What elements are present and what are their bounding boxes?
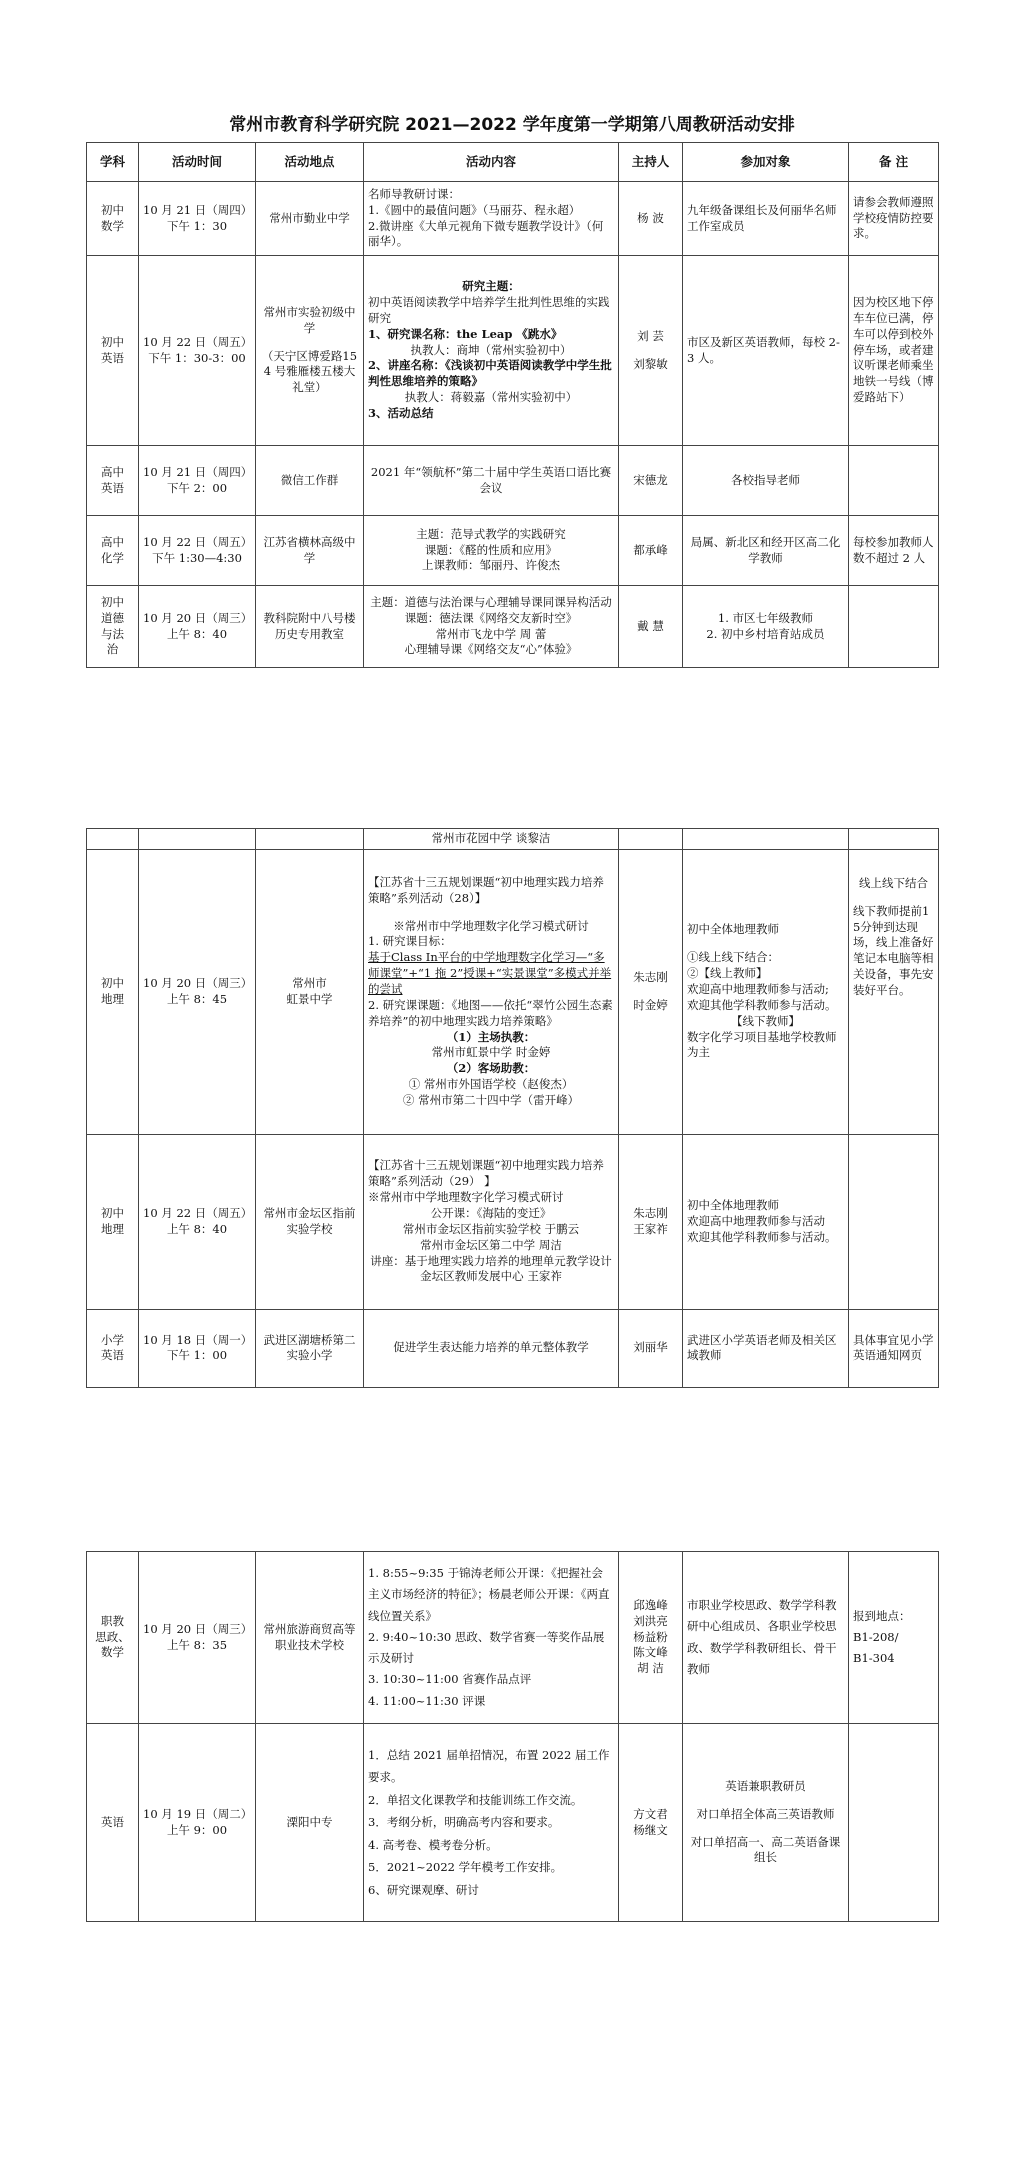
cell-subject: 职教 思政、 数学 bbox=[87, 1552, 139, 1724]
cell-time: 10 月 22 日（周五） 下午 1：30-3：00 bbox=[139, 256, 256, 446]
cell-subject: 初中 数学 bbox=[87, 182, 139, 256]
cell-subject: 英语 bbox=[87, 1724, 139, 1922]
cell-place: 教科院附中八号楼历史专用教室 bbox=[256, 586, 364, 668]
cell-place: 常州市金坛区指前实验学校 bbox=[256, 1134, 364, 1309]
table-row bbox=[87, 182, 939, 256]
cell-content: 常州市花园中学 谈黎洁 bbox=[364, 829, 619, 850]
cell-note bbox=[849, 1134, 939, 1309]
cell-content: 促进学生表达能力培养的单元整体教学 bbox=[364, 1309, 619, 1387]
cell-host: 刘 芸 刘黎敏 bbox=[619, 256, 683, 446]
table-row bbox=[87, 1309, 939, 1387]
header-note: 备 注 bbox=[849, 143, 939, 182]
cell-host: 邱逸峰 刘洪亮 杨益粉 陈文峰 胡 洁 bbox=[619, 1552, 683, 1724]
cell-place: 常州旅游商贸高等职业技术学校 bbox=[256, 1552, 364, 1724]
cell-host: 刘丽华 bbox=[619, 1309, 683, 1387]
cell-content: 1．总结 2021 届单招情况，布置 2022 届工作要求。 2．单招文化课教学和技能训练工作交流。 3．考纲分析，明确高考内容和要求。 4. 高考卷、模考卷分析。 5．2021~2022 学年模考工作安排。 6、研究课观摩、研讨 bbox=[364, 1724, 619, 1922]
header-content: 活动内容 bbox=[364, 143, 619, 182]
cell-time: 10 月 19 日（周二） 上午 9：00 bbox=[139, 1724, 256, 1922]
cell-participants: 初中全体地理教师 ①线上线下结合： ②【线上教师】 欢迎高中地理教师参与活动; 欢迎其他学科教师参与活动。 【线下教师】 数字化学习项目基地学校教师为主 bbox=[683, 849, 849, 1134]
cell-host: 戴 慧 bbox=[619, 586, 683, 668]
cell-content: 2021 年“领航杯”第二十届中学生英语口语比赛会议 bbox=[364, 446, 619, 516]
cell-content: 【江苏省十三五规划课题“初中地理实践力培养策略”系列活动（28）】 ※常州市中学地理数字化学习模式研讨 1. 研究课目标： 基于Class In平台的中学地理数字化学习—“多师课堂”+“1 拖 2”授课+“实景课堂”多模式并举的尝试 2. 研究课课题：《地图——依托“翠竹公园生态素养培养”的初中地理实践力培养策略》 （1）主场执教： 常州市虹景中学 时金婷 （2）客场助教： ① 常州市外国语学校（赵俊杰） ② 常州市第二十四中学（雷开峰） bbox=[364, 849, 619, 1134]
cell-time: 10 月 21 日（周四） 下午 2：00 bbox=[139, 446, 256, 516]
cell-time bbox=[139, 829, 256, 850]
table-row bbox=[87, 1552, 939, 1724]
table-row bbox=[87, 1724, 939, 1922]
cell-participants: 1. 市区七年级教师 2. 初中乡村培育站成员 bbox=[683, 586, 849, 668]
table-row bbox=[87, 829, 939, 850]
table-header-row bbox=[87, 143, 939, 182]
cell-subject: 初中 道德 与法 治 bbox=[87, 586, 139, 668]
table-row bbox=[87, 586, 939, 668]
cell-host bbox=[619, 829, 683, 850]
cell-place: 常州市勤业中学 bbox=[256, 182, 364, 256]
header-participants: 参加对象 bbox=[683, 143, 849, 182]
table-row bbox=[87, 256, 939, 446]
cell-note bbox=[849, 586, 939, 668]
cell-participants: 市职业学校思政、数学学科教研中心组成员、各职业学校思政、数学学科教研组长、骨干教师 bbox=[683, 1552, 849, 1724]
cell-host: 朱志刚 时金婷 bbox=[619, 849, 683, 1134]
cell-participants: 初中全体地理教师 欢迎高中地理教师参与活动 欢迎其他学科教师参与活动。 bbox=[683, 1134, 849, 1309]
table-row bbox=[87, 849, 939, 1134]
schedule-table-3 bbox=[86, 1551, 939, 1922]
header-place: 活动地点 bbox=[256, 143, 364, 182]
cell-time: 10 月 18 日（周一） 下午 1：00 bbox=[139, 1309, 256, 1387]
cell-participants: 市区及新区英语教师，每校 2-3 人。 bbox=[683, 256, 849, 446]
cell-participants bbox=[683, 829, 849, 850]
cell-place: 溧阳中专 bbox=[256, 1724, 364, 1922]
cell-note: 每校参加教师人数不超过 2 人 bbox=[849, 516, 939, 586]
cell-host: 都承峰 bbox=[619, 516, 683, 586]
cell-participants: 英语兼职教研员 对口单招全体高三英语教师 对口单招高一、高二英语备课组长 bbox=[683, 1724, 849, 1922]
cell-time: 10 月 20 日（周三） 上午 8：40 bbox=[139, 586, 256, 668]
cell-note: 线上线下结合 线下教师提前15分钟到达现场，线上准备好笔记本电脑等相关设备，事先安装好平台。 bbox=[849, 849, 939, 1134]
header-time: 活动时间 bbox=[139, 143, 256, 182]
header-subject: 学科 bbox=[87, 143, 139, 182]
cell-content: 主题：范导式教学的实践研究 课题：《醛的性质和应用》 上课教师：邹丽丹、许俊杰 bbox=[364, 516, 619, 586]
cell-host: 方文君 杨继文 bbox=[619, 1724, 683, 1922]
cell-subject: 高中 化学 bbox=[87, 516, 139, 586]
cell-place bbox=[256, 829, 364, 850]
cell-content: 名师导教研讨课： 1.《圆中的最值问题》（马丽芬、程永超） 2.微讲座《大单元视角下微专题教学设计》（何丽华）。 bbox=[364, 182, 619, 256]
header-host: 主持人 bbox=[619, 143, 683, 182]
cell-subject bbox=[87, 829, 139, 850]
cell-time: 10 月 20 日（周三） 上午 8：45 bbox=[139, 849, 256, 1134]
table-row bbox=[87, 446, 939, 516]
cell-place: 常州市 虹景中学 bbox=[256, 849, 364, 1134]
cell-place: 常州市实验初级中学 （天宁区博爱路154 号雅雁楼五楼大礼堂） bbox=[256, 256, 364, 446]
cell-note: 具体事宜见小学英语通知网页 bbox=[849, 1309, 939, 1387]
cell-host: 朱志刚 王家祚 bbox=[619, 1134, 683, 1309]
cell-subject: 小学 英语 bbox=[87, 1309, 139, 1387]
cell-place: 江苏省横林高级中学 bbox=[256, 516, 364, 586]
table-row bbox=[87, 1134, 939, 1309]
cell-time: 10 月 22 日（周五） 下午 1:30—4:30 bbox=[139, 516, 256, 586]
page-title: 常州市教育科学研究院 2021—2022 学年度第一学期第八周教研活动安排 bbox=[229, 115, 795, 135]
cell-time: 10 月 20 日（周三） 上午 8：35 bbox=[139, 1552, 256, 1724]
schedule-table-2 bbox=[86, 828, 939, 1388]
cell-content: 主题：道德与法治课与心理辅导课同课异构活动 课题：德法课《网络交友新时空》 常州市飞龙中学 周 蕾 心理辅导课《网络交友“心”体验》 bbox=[364, 586, 619, 668]
cell-host: 宋德龙 bbox=[619, 446, 683, 516]
cell-participants: 九年级备课组长及何丽华名师工作室成员 bbox=[683, 182, 849, 256]
cell-subject: 初中 英语 bbox=[87, 256, 139, 446]
cell-subject: 高中 英语 bbox=[87, 446, 139, 516]
cell-participants: 各校指导老师 bbox=[683, 446, 849, 516]
cell-time: 10 月 22 日（周五） 上午 8：40 bbox=[139, 1134, 256, 1309]
cell-time: 10 月 21 日（周四） 下午 1：30 bbox=[139, 182, 256, 256]
cell-note bbox=[849, 829, 939, 850]
schedule-table-1 bbox=[86, 142, 939, 668]
cell-place: 微信工作群 bbox=[256, 446, 364, 516]
cell-note: 报到地点： B1-208/ B1-304 bbox=[849, 1552, 939, 1724]
cell-content: 1. 8:55~9:35 于锦涛老师公开课：《把握社会主义市场经济的特征》；杨晨老师公开课：《两直线位置关系》 2. 9:40~10:30 思政、数学省赛一等奖作品展示及研讨 3. 10:30~11:00 省赛作品点评 4. 11:00~11:30 评课 bbox=[364, 1552, 619, 1724]
table-row bbox=[87, 516, 939, 586]
cell-subject: 初中 地理 bbox=[87, 1134, 139, 1309]
cell-note: 因为校区地下停车车位已满，停车可以停到校外停车场，或者建议听课老师乘坐地铁一号线（博爱路站下） bbox=[849, 256, 939, 446]
cell-subject: 初中 地理 bbox=[87, 849, 139, 1134]
cell-place: 武进区湖塘桥第二实验小学 bbox=[256, 1309, 364, 1387]
cell-host: 杨 波 bbox=[619, 182, 683, 256]
cell-content: 【江苏省十三五规划课题“初中地理实践力培养策略”系列活动（29） 】 ※常州市中学地理数字化学习模式研讨 公开课：《海陆的变迁》 常州市金坛区指前实验学校 于鹏云 常州市金坛区第二中学 周洁 讲座：基于地理实践力培养的地理单元教学设计 金坛区教师发展中心 王家祚 bbox=[364, 1134, 619, 1309]
cell-content: 研究主题： 初中英语阅读教学中培养学生批判性思维的实践研究 1、研究课名称：the Leap 《跳水》 执教人：商坤（常州实验初中） 2、讲座名称：《浅谈初中英语阅读教学中学生批判性思维培养的策略》 执教人：蒋毅嘉（常州实验初中） 3、活动总结 bbox=[364, 256, 619, 446]
cell-participants: 局属、新北区和经开区高二化学教师 bbox=[683, 516, 849, 586]
cell-note bbox=[849, 1724, 939, 1922]
cell-note: 请参会教师遵照学校疫情防控要求。 bbox=[849, 182, 939, 256]
cell-participants: 武进区小学英语老师及相关区域教师 bbox=[683, 1309, 849, 1387]
cell-note bbox=[849, 446, 939, 516]
